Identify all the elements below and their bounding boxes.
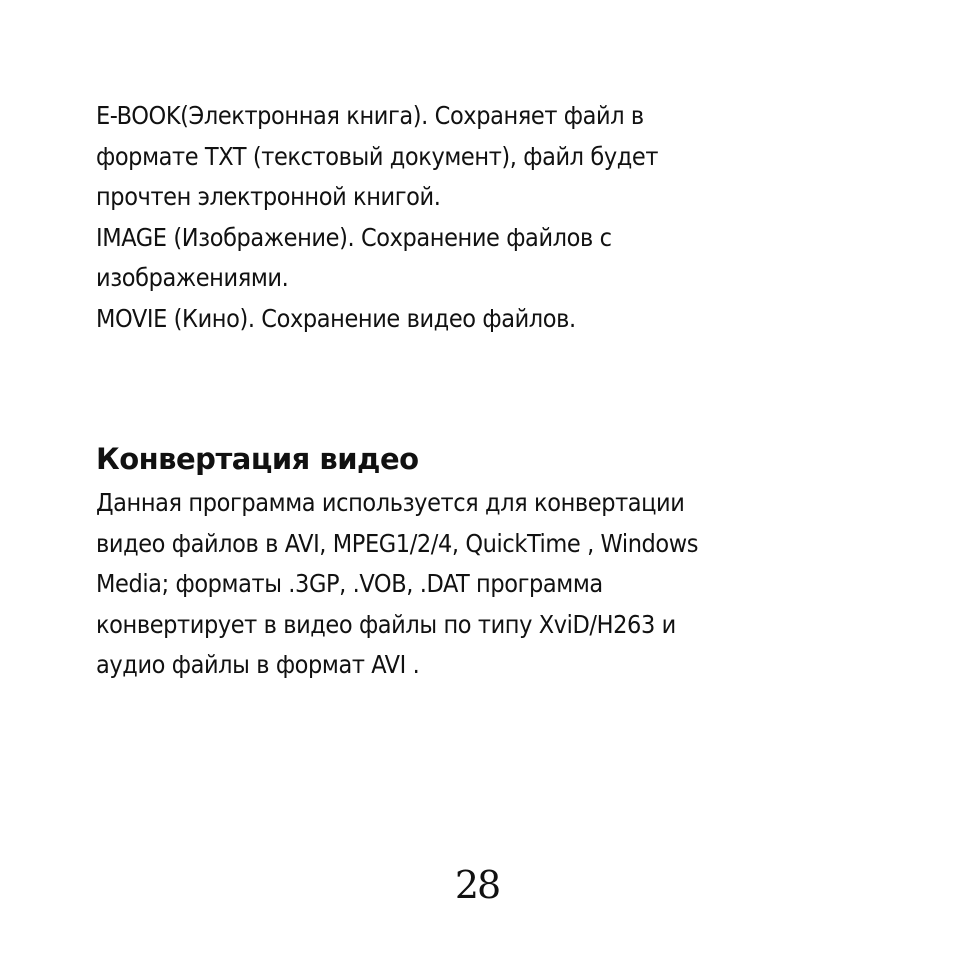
page-number: 28 (454, 863, 500, 907)
text-line: конвертирует в видео файлы по типу XviD/H263 и (96, 609, 676, 639)
text-line: MOVIE (Кино). Сохранение видео файлов. (96, 303, 576, 333)
text-line: прочтен электронной книгой. (96, 182, 441, 211)
text-line: видео файлов в AVI, MPEG1/2/4, QuickTime , Windows (96, 528, 699, 558)
section-heading: Конвертация видео (96, 442, 419, 476)
text-line: изображениями. (96, 263, 289, 292)
video-conversion-paragraph (96, 483, 896, 686)
text-line: Media; форматы .3GP, .VOB, .DAT программа (96, 569, 603, 598)
text-line: IMAGE (Изображение). Сохранение файлов с (96, 222, 612, 252)
text-line: формате TXT (текстовый документ), файл будет (96, 141, 659, 171)
formats-paragraph (96, 96, 896, 339)
text-line: Данная программа используется для конвертации (96, 488, 685, 517)
text-line: аудио файлы в формат AVI . (96, 650, 420, 679)
text-line: E-BOOK(Электронная книга). Сохраняет файл в (96, 101, 644, 130)
